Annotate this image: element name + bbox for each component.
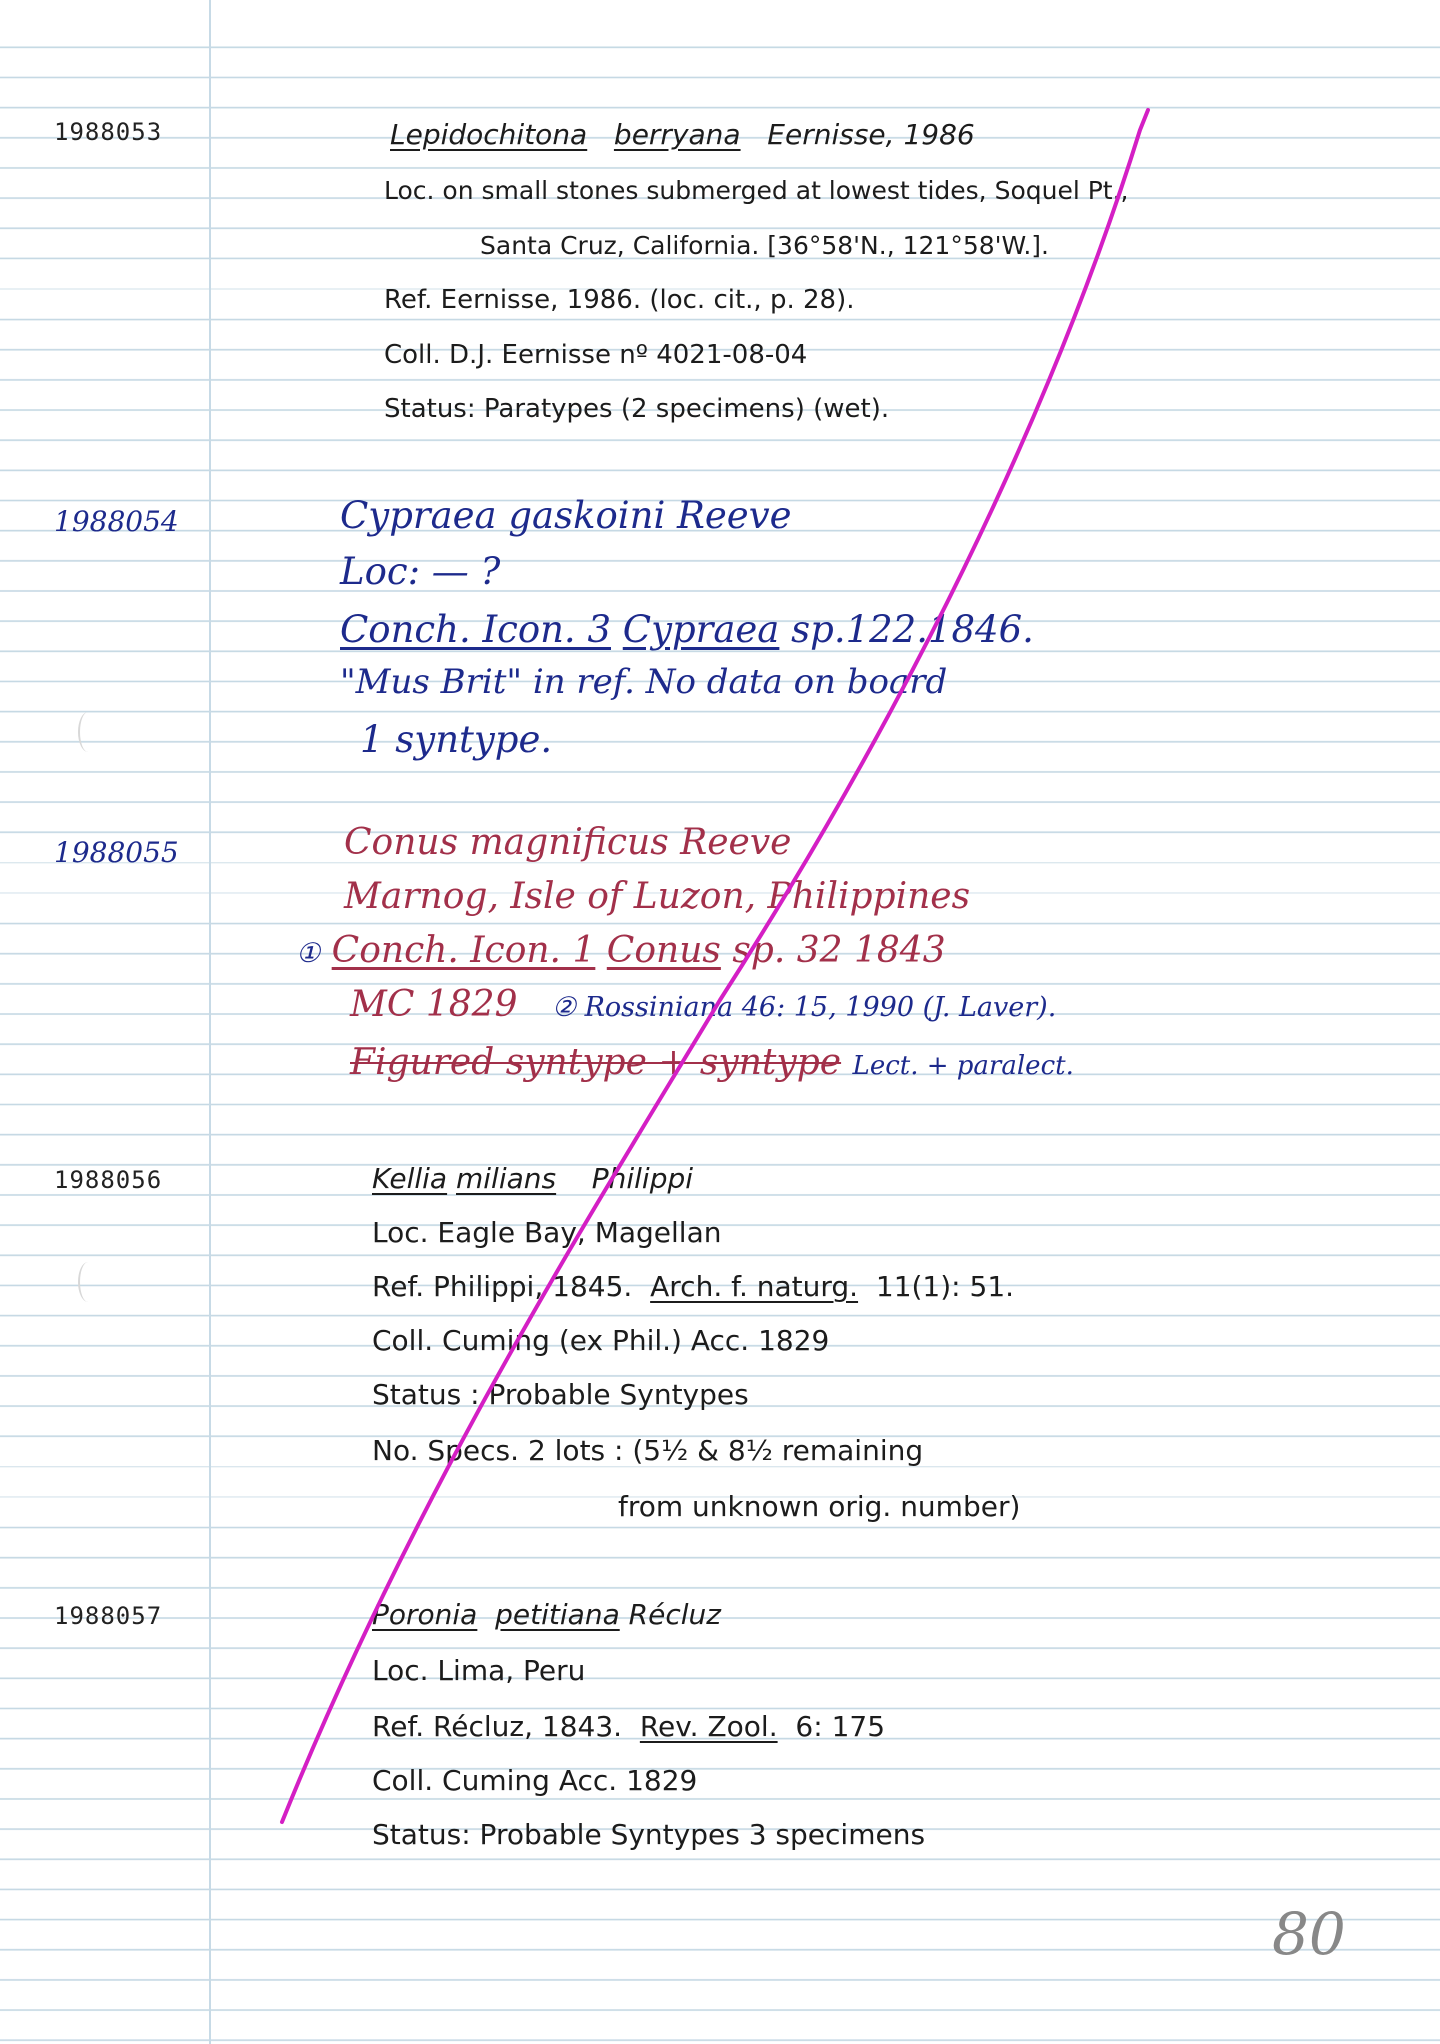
accession: MC 1829 ② Rossiniana 46: 15, 1990 (J. Laver).	[350, 984, 1057, 1025]
registration-number: 1988053	[54, 118, 163, 146]
status: Figured syntype + syntype Lect. + paralect.	[350, 1042, 1074, 1083]
margin-rule	[209, 0, 211, 2044]
status: Status : Probable Syntypes	[372, 1378, 749, 1411]
genus: Lepidochitona	[390, 118, 588, 151]
collector: Coll. D.J. Eernisse nº 4021-08-04	[384, 340, 808, 370]
reference: Ref. Eernisse, 1986. (loc. cit., p. 28).	[384, 285, 855, 315]
species: berryana	[613, 118, 741, 151]
page-number: 80	[1272, 1900, 1346, 1968]
status: Status: Probable Syntypes 3 specimens	[372, 1818, 926, 1851]
reference: Ref. Récluz, 1843. Rev. Zool. 6: 175	[372, 1710, 886, 1743]
status: 1 syntype.	[360, 718, 553, 761]
author: Eernisse, 1986	[767, 118, 975, 151]
locality: Loc. Eagle Bay, Magellan	[372, 1216, 722, 1249]
specimen-count-continued: from unknown orig. number)	[618, 1490, 1021, 1523]
registration-number: 1988054	[54, 505, 179, 538]
reference: Ref. Philippi, 1845. Arch. f. naturg. 11(1): 51.	[372, 1270, 1015, 1303]
collector: Coll. Cuming Acc. 1829	[372, 1764, 698, 1797]
species-name	[390, 118, 975, 151]
punch-hole	[78, 712, 98, 752]
status: Status: Paratypes (2 specimens) (wet).	[384, 394, 890, 424]
species-name: Conus magnificus Reeve	[344, 822, 792, 863]
locality: Loc. on small stones submerged at lowest tides, Soquel Pt.,	[384, 176, 1129, 205]
species-name: Poronia petitiana Récluz	[372, 1598, 721, 1631]
locality-continued: Santa Cruz, California. [36°58'N., 121°58'W.].	[480, 231, 1049, 260]
registration-number: 1988057	[54, 1602, 163, 1630]
species-name: Kellia milians Philippi	[372, 1162, 694, 1195]
punch-hole	[78, 1262, 98, 1302]
remark: "Mus Brit" in ref. No data on board	[340, 662, 948, 702]
collector: Coll. Cuming (ex Phil.) Acc. 1829	[372, 1324, 830, 1357]
reference: ① Conch. Icon. 1 Conus sp. 32 1843	[296, 930, 946, 971]
locality: Marnog, Isle of Luzon, Philippines	[344, 876, 971, 917]
specimen-count: No. Specs. 2 lots : (5½ & 8½ remaining	[372, 1434, 924, 1467]
locality: Loc: — ?	[340, 550, 501, 593]
locality: Loc. Lima, Peru	[372, 1654, 586, 1687]
species-name: Cypraea gaskoini Reeve	[340, 494, 792, 537]
reference: Conch. Icon. 3 Cypraea sp.122.1846.	[340, 608, 1034, 651]
registration-number: 1988055	[54, 836, 179, 869]
registration-number: 1988056	[54, 1166, 163, 1194]
